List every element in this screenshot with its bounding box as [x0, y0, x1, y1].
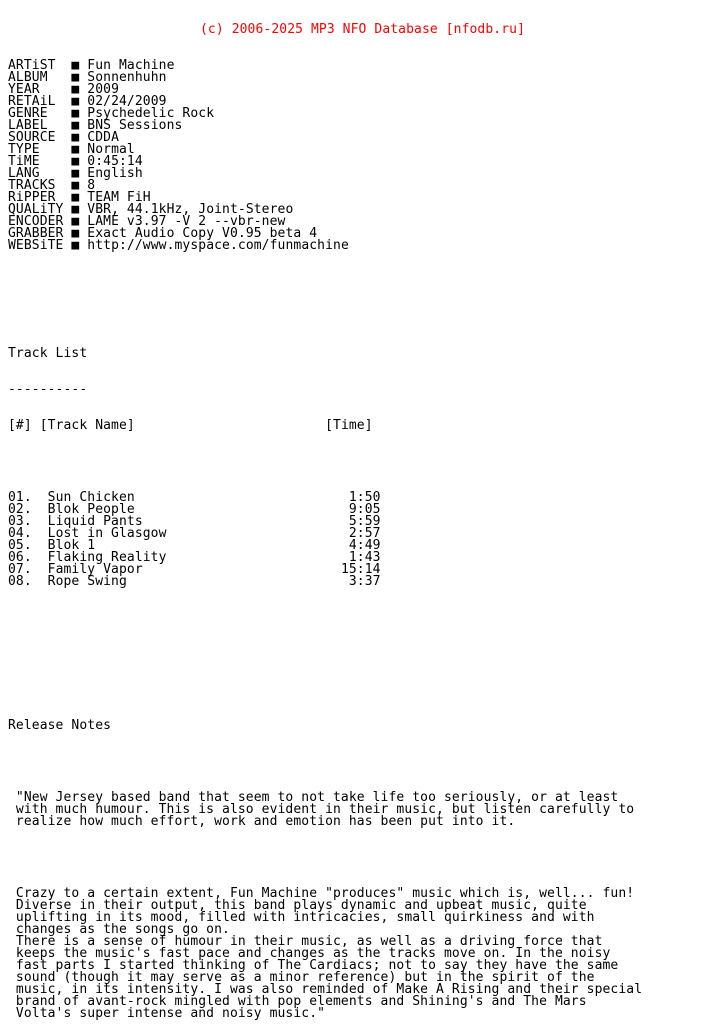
info-value: 8 [87, 178, 96, 193]
info-key: RETAiL [8, 94, 72, 109]
release-notes-paragraph-1 [8, 792, 642, 828]
info-value: BNS Sessions [87, 118, 183, 133]
track-name: Blok 1 [47, 538, 96, 553]
tracklist-underline: ---------- [8, 382, 88, 397]
tracklist-header-num: [#] [8, 418, 32, 433]
info-key: YEAR [8, 82, 72, 97]
info-key: TYPE [8, 142, 72, 157]
release-notes-line: "New Jersey based band that seem to not take life too seriously, or at least [8, 790, 619, 805]
info-bullet: ■ [71, 166, 80, 181]
info-bullet: ■ [71, 70, 80, 85]
track-time: 3:37 [340, 574, 381, 589]
release-notes-paragraph-2 [8, 888, 642, 1020]
release-notes-line: keeps the music's fast pace and changes as the tracks move on. In the noisy [8, 946, 611, 961]
info-value: 02/24/2009 [87, 94, 167, 109]
track-name: Blok People [47, 502, 135, 517]
info-bullet: ■ [71, 118, 80, 133]
release-notes-line: Volta's super intense and noisy music." [8, 1006, 326, 1021]
track-time: 15:14 [340, 562, 381, 577]
copyright-header [8, 24, 642, 36]
track-row [8, 576, 642, 588]
info-bullet: ■ [71, 142, 80, 157]
info-bullet: ■ [71, 190, 80, 205]
info-key: ALBUM [8, 70, 72, 85]
blank-line [8, 648, 642, 660]
track-number: 06. [8, 550, 32, 565]
info-value: http://www.myspace.com/funmachine [87, 238, 349, 253]
release-notes-line: fast parts I started thinking of The Cardiacs; not to say they have the same [8, 958, 619, 973]
info-bullet: ■ [71, 106, 80, 121]
tracklist-header-time: [Time] [325, 418, 373, 433]
nfo-document [8, 0, 642, 1032]
release-notes-line: with much humour. This is also evident in their music, but listen carefully to [8, 802, 635, 817]
blank-line [8, 312, 642, 324]
info-key: GRABBER [8, 226, 72, 241]
track-time: 5:59 [340, 514, 381, 529]
tracklist-header [8, 420, 642, 432]
track-name: Lost in Glasgow [47, 526, 167, 541]
info-key: GENRE [8, 106, 72, 121]
info-key: SOURCE [8, 130, 72, 145]
info-key: LANG [8, 166, 72, 181]
release-notes-line: There is a sense of humour in their music, as well as a driving force that [8, 934, 603, 949]
track-name: Family Vapor [47, 562, 143, 577]
track-time: 1:50 [340, 490, 381, 505]
blank-line [8, 456, 642, 468]
info-bullet: ■ [71, 58, 80, 73]
info-bullet: ■ [71, 178, 80, 193]
track-time: 4:49 [340, 538, 381, 553]
info-value: Psychedelic Rock [87, 106, 215, 121]
info-value: LAME v3.97 -V 2 --vbr-new [87, 214, 286, 229]
info-key: ENCODER [8, 214, 72, 229]
track-time: 1:43 [340, 550, 381, 565]
blank-line [8, 276, 642, 288]
info-bullet: ■ [71, 226, 80, 241]
tracklist-header-name: [Track Name] [39, 418, 135, 433]
release-notes-line: uplifting in its mood, filled with intricacies, small quirkiness and with [8, 910, 595, 925]
track-list [8, 492, 642, 588]
copyright-text: (c) 2006-2025 MP3 NFO Database [nfodb.ru] [200, 22, 525, 37]
info-bullet: ■ [71, 214, 80, 229]
info-value: Normal [87, 142, 135, 157]
release-notes-line: Diverse in their output, this band plays dynamic and upbeat music, quite [8, 898, 587, 913]
info-value: Exact Audio Copy V0.95 beta 4 [87, 226, 318, 241]
info-key: WEBSiTE [8, 238, 72, 253]
track-number: 02. [8, 502, 32, 517]
info-value: CDDA [87, 130, 120, 145]
release-notes-line: changes as the songs go on. [8, 922, 230, 937]
release-notes-line: realize how much effort, work and emotion has been put into it. [8, 814, 516, 829]
info-value: VBR, 44.1kHz, Joint-Stereo [87, 202, 294, 217]
release-notes-line: music, in its intensity. I was also reminded of Make A Rising and their special [8, 982, 643, 997]
track-name: Sun Chicken [47, 490, 135, 505]
track-name: Flaking Reality [47, 550, 167, 565]
tracklist-title: Track List [8, 346, 88, 361]
track-number: 07. [8, 562, 32, 577]
track-number: 01. [8, 490, 32, 505]
info-value: 2009 [87, 82, 120, 97]
info-key: ARTiST [8, 58, 72, 73]
track-number: 04. [8, 526, 32, 541]
info-row [8, 168, 642, 180]
info-key: RiPPER [8, 190, 72, 205]
track-number: 03. [8, 514, 32, 529]
info-value: Sonnenhuhn [87, 70, 167, 85]
track-name: Rope Swing [47, 574, 127, 589]
blank-line [8, 756, 642, 768]
info-key: QUALiTY [8, 202, 72, 217]
track-name: Liquid Pants [47, 514, 143, 529]
info-key: TiME [8, 154, 72, 169]
info-value: 0:45:14 [87, 154, 143, 169]
info-value: Fun Machine [87, 58, 175, 73]
blank-line [8, 852, 642, 864]
release-notes-line: brand of avant-rock mingled with pop elements and Shining's and The Mars [8, 994, 587, 1009]
release-info-block [8, 60, 642, 252]
release-notes-line: Crazy to a certain extent, Fun Machine "produces" music which is, well... fun! [8, 886, 635, 901]
info-bullet: ■ [71, 202, 80, 217]
release-notes-line: sound (though it may serve as a minor reference) but in the spirit of the [8, 970, 595, 985]
info-key: LABEL [8, 118, 72, 133]
info-bullet: ■ [71, 154, 80, 169]
info-row [8, 240, 642, 252]
blank-line [8, 612, 642, 624]
info-bullet: ■ [71, 82, 80, 97]
track-number: 08. [8, 574, 32, 589]
info-key: TRACKS [8, 178, 72, 193]
info-value: TEAM FiH [87, 190, 151, 205]
info-bullet: ■ [71, 130, 80, 145]
track-time: 2:57 [340, 526, 381, 541]
info-bullet: ■ [71, 238, 80, 253]
info-value: English [87, 166, 143, 181]
blank-line [8, 684, 642, 696]
track-number: 05. [8, 538, 32, 553]
info-bullet: ■ [71, 94, 80, 109]
release-notes-title: Release Notes [8, 718, 112, 733]
track-time: 9:05 [340, 502, 381, 517]
